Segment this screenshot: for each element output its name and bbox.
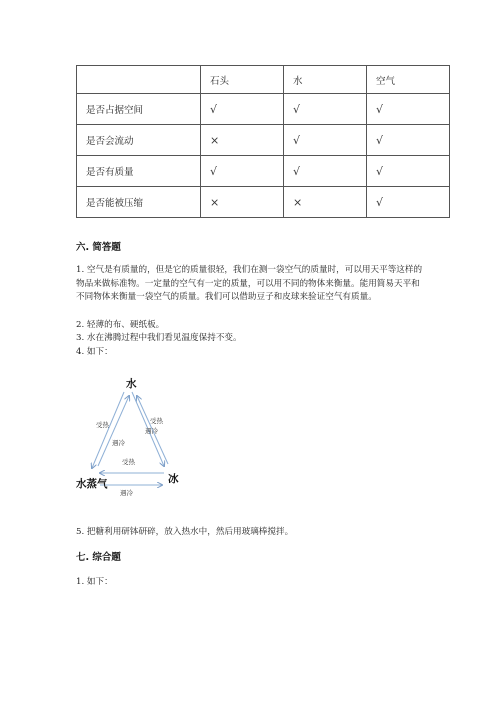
table-row — [77, 125, 450, 156]
table-header-cell: 石头 — [201, 66, 284, 94]
table-row — [77, 94, 450, 125]
row-label: 是否会流动 — [77, 125, 201, 156]
properties-table — [76, 65, 450, 218]
table-cell: × — [284, 187, 367, 218]
table-header-cell — [77, 66, 201, 94]
water-cycle-diagram — [72, 372, 192, 502]
table-header-cell: 空气 — [367, 66, 450, 94]
label-heat-bottom: 受热 — [122, 458, 135, 466]
table-row — [77, 187, 450, 218]
label-cool-bottom: 遇冷 — [120, 489, 133, 497]
table-row — [77, 156, 450, 187]
node-water: 水 — [126, 378, 137, 390]
arrow-vapor-to-water — [98, 396, 129, 466]
answer-1: 1. 空气是有质量的，但是它的质量很轻，我们在测一袋空气的质量时，可以用天平等这样的物品来做标准物。一定量的空气有一定的质量，可以用不同的物体来衡量。能用简易天平和不同物体来衡量一袋空气的质量。我们可以借助豆子和皮球来验证空气有质量。 — [76, 265, 423, 303]
table-cell: √ — [367, 187, 450, 218]
table-cell: × — [201, 125, 284, 156]
label-cool-left: 遇冷 — [112, 439, 125, 447]
label-heat-left: 受热 — [96, 421, 109, 429]
table-header-row — [77, 66, 450, 94]
row-label: 是否有质量 — [77, 156, 201, 187]
table-cell: × — [201, 187, 284, 218]
table-header-cell: 水 — [284, 66, 367, 94]
answer-4: 4. 如下： — [76, 347, 113, 357]
section-title-comprehensive: 七. 综合题 — [76, 552, 121, 563]
table-cell: √ — [284, 156, 367, 187]
table-cell: √ — [367, 94, 450, 125]
answer-3: 3. 水在沸腾过程中我们看见温度保持不变。 — [76, 333, 242, 343]
table-cell: √ — [201, 94, 284, 125]
comprehensive-answer-1: 1. 如下： — [76, 577, 113, 587]
row-label: 是否能被压缩 — [77, 187, 201, 218]
answer-2: 2. 轻薄的布、硬纸板。 — [76, 320, 165, 330]
node-vapor: 水蒸气 — [76, 478, 108, 490]
label-heat-right: 受热 — [150, 417, 163, 425]
table-cell: √ — [367, 156, 450, 187]
answer-5: 5. 把糖利用研钵研碎，放入热水中，然后用玻璃棒搅拌。 — [76, 527, 294, 537]
table-cell: √ — [284, 125, 367, 156]
table-cell: √ — [284, 94, 367, 125]
table-cell: √ — [201, 156, 284, 187]
arrow-water-to-vapor — [92, 392, 124, 468]
label-cool-right: 遇冷 — [145, 427, 158, 435]
node-ice: 冰 — [168, 473, 179, 485]
table-cell: √ — [367, 125, 450, 156]
section-title-short-answer: 六. 简答题 — [76, 242, 121, 253]
row-label: 是否占据空间 — [77, 94, 201, 125]
